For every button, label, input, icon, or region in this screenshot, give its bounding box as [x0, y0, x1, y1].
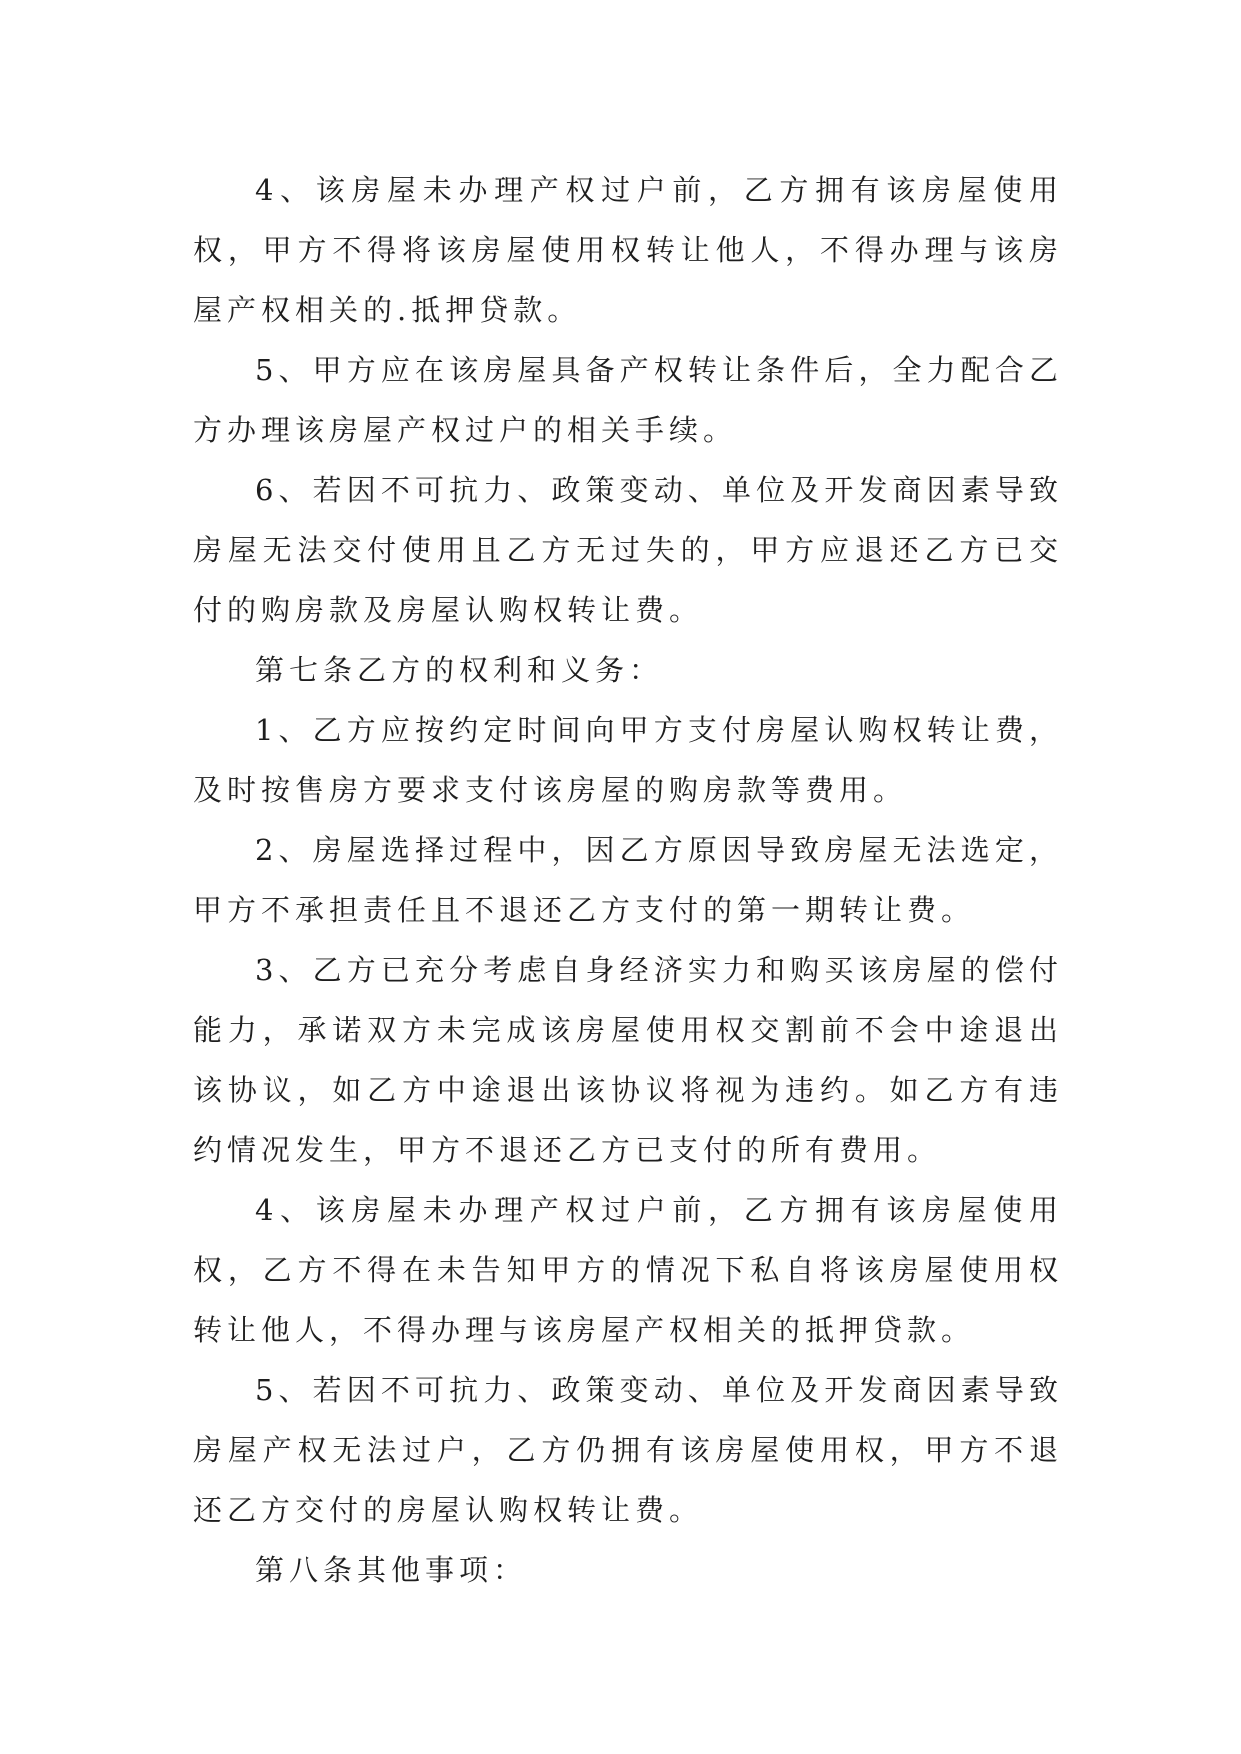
clause-6-item-6: 6、若因不可抗力、政策变动、单位及开发商因素导致房屋无法交付使用且乙方无过失的，甲方应退还乙方已交付的购房款及房屋认购权转让费。: [193, 473, 1063, 627]
clause-7-item-3: 3、乙方已充分考虑自身经济实力和购买该房屋的偿付能力，承诺双方未完成该房屋使用权交割前不会中途退出该协议，如乙方中途退出该协议将视为违约。如乙方有违约情况发生，甲方不退还乙方已支付的所有费用。: [193, 953, 1063, 1167]
clause-6-item-5: 5、甲方应在该房屋具备产权转让条件后，全力配合乙方办理该房屋产权过户的相关手续。: [193, 353, 1063, 447]
clause-6-item-4: 4、该房屋未办理产权过户前，乙方拥有该房屋使用权，甲方不得将该房屋使用权转让他人，不得办理与该房屋产权相关的.抵押贷款。: [193, 173, 1063, 327]
clause-7-item-2: 2、房屋选择过程中，因乙方原因导致房屋无法选定，甲方不承担责任且不退还乙方支付的第一期转让费。: [193, 833, 1063, 927]
clause-8-heading: 第八条其他事项：: [255, 1553, 528, 1587]
document-body: [193, 160, 1063, 1600]
clause-7-item-4: 4、该房屋未办理产权过户前，乙方拥有该房屋使用权，乙方不得在未告知甲方的情况下私自将该房屋使用权转让他人，不得办理与该房屋产权相关的抵押贷款。: [193, 1193, 1063, 1347]
clause-7-heading: 第七条乙方的权利和义务：: [255, 653, 664, 687]
clause-7-item-1: 1、乙方应按约定时间向甲方支付房屋认购权转让费，及时按售房方要求支付该房屋的购房款等费用。: [193, 713, 1063, 807]
clause-7-item-5: 5、若因不可抗力、政策变动、单位及开发商因素导致房屋产权无法过户，乙方仍拥有该房屋使用权，甲方不退还乙方交付的房屋认购权转让费。: [193, 1373, 1063, 1527]
